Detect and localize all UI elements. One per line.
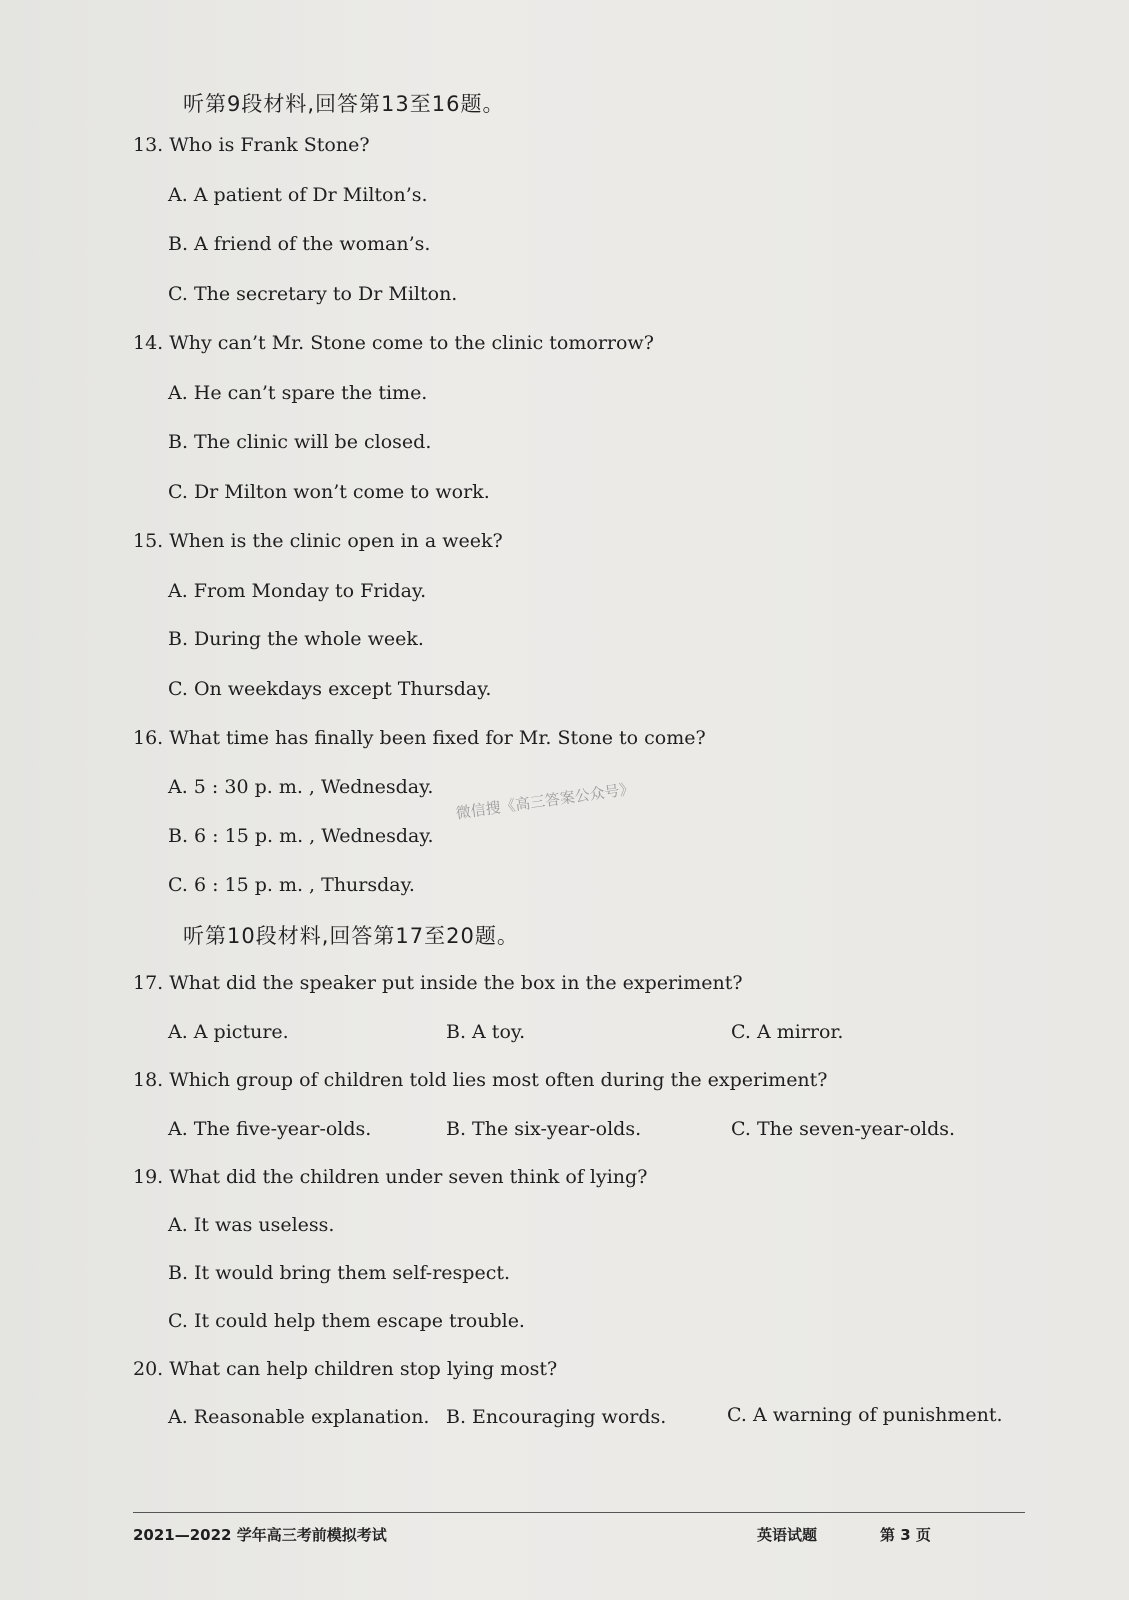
- question-17: 17. What did the speaker put inside the box in the experiment?: [133, 972, 743, 994]
- footer-page-number: 第 3 页: [880, 1526, 931, 1544]
- question-20: 20. What can help children stop lying most?: [133, 1358, 558, 1380]
- q14-option-a: A. He can’t spare the time.: [168, 382, 428, 404]
- q15-option-b: B. During the whole week.: [168, 628, 424, 650]
- question-19: 19. What did the children under seven think of lying?: [133, 1166, 648, 1188]
- q18-option-a: A. The five-year-olds.: [168, 1118, 372, 1140]
- q16-option-c: C. 6 : 15 p. m. , Thursday.: [168, 874, 415, 896]
- q19-option-b: B. It would bring them self-respect.: [168, 1262, 511, 1284]
- question-18: 18. Which group of children told lies most often during the experiment?: [133, 1069, 828, 1091]
- q20-option-a: A. Reasonable explanation.: [168, 1406, 430, 1428]
- q15-option-a: A. From Monday to Friday.: [168, 580, 427, 602]
- q16-option-a: A. 5 : 30 p. m. , Wednesday.: [168, 776, 434, 798]
- footer-exam-name: 2021—2022 学年高三考前模拟考试: [133, 1526, 387, 1544]
- q13-option-b: B. A friend of the woman’s.: [168, 233, 431, 255]
- q17-option-b: B. A toy.: [446, 1021, 526, 1043]
- q20-option-c: C. A warning of punishment.: [727, 1404, 1003, 1426]
- q19-option-a: A. It was useless.: [168, 1214, 335, 1236]
- q20-option-b: B. Encouraging words.: [446, 1406, 667, 1428]
- section-10-heading: 听第10段材料,回答第17至20题。: [183, 924, 519, 948]
- footer-subject: 英语试题: [757, 1526, 818, 1544]
- question-16: 16. What time has finally been fixed for Mr. Stone to come?: [133, 727, 706, 749]
- q14-option-b: B. The clinic will be closed.: [168, 431, 432, 453]
- q17-option-a: A. A picture.: [168, 1021, 289, 1043]
- q19-option-c: C. It could help them escape trouble.: [168, 1310, 525, 1332]
- q15-option-c: C. On weekdays except Thursday.: [168, 678, 492, 700]
- q16-option-b: B. 6 : 15 p. m. , Wednesday.: [168, 825, 434, 847]
- watermark-text: 微信搜《高三答案公众号》: [454, 779, 636, 823]
- q13-option-a: A. A patient of Dr Milton’s.: [168, 184, 428, 206]
- q14-option-c: C. Dr Milton won’t come to work.: [168, 481, 490, 503]
- question-15: 15. When is the clinic open in a week?: [133, 530, 503, 552]
- q13-option-c: C. The secretary to Dr Milton.: [168, 283, 458, 305]
- q18-option-c: C. The seven-year-olds.: [731, 1118, 956, 1140]
- question-13: 13. Who is Frank Stone?: [133, 134, 370, 156]
- q18-option-b: B. The six-year-olds.: [446, 1118, 642, 1140]
- footer-divider: [133, 1512, 1025, 1513]
- section-9-heading: 听第9段材料,回答第13至16题。: [183, 92, 505, 116]
- q17-option-c: C. A mirror.: [731, 1021, 844, 1043]
- question-14: 14. Why can’t Mr. Stone come to the clinic tomorrow?: [133, 332, 654, 354]
